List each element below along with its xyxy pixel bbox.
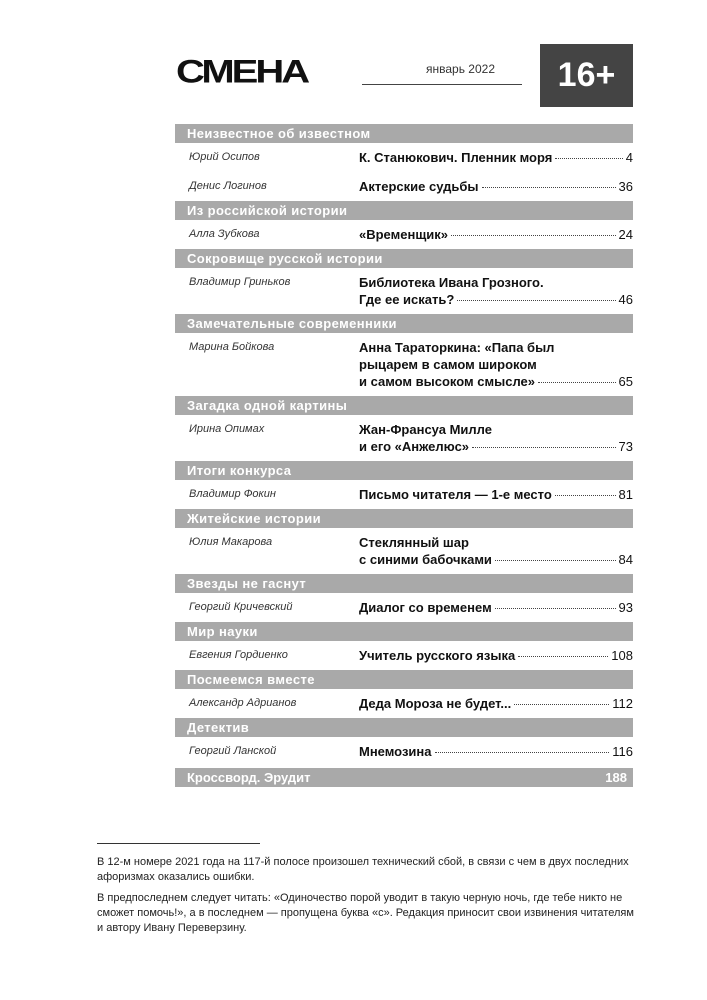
entry-title bbox=[359, 149, 633, 166]
entry-author: Владимир Гриньков bbox=[189, 276, 291, 288]
toc-entry[interactable] bbox=[175, 220, 633, 249]
entry-title-line: Анна Тараторкина: «Папа был bbox=[359, 340, 555, 355]
entry-author: Алла Зубкова bbox=[189, 228, 260, 240]
footnote-rule bbox=[97, 843, 260, 844]
entry-author: Марина Бойкова bbox=[189, 341, 275, 353]
dot-leader bbox=[472, 447, 616, 448]
entry-title-line: Учитель русского языка bbox=[359, 648, 516, 663]
entry-page-number: 65 bbox=[618, 374, 633, 389]
toc-entry[interactable] bbox=[175, 593, 633, 622]
dot-leader bbox=[495, 608, 616, 609]
dot-leader bbox=[555, 158, 622, 159]
age-rating-badge: 16+ bbox=[540, 44, 633, 107]
section-header: Итоги конкурса bbox=[175, 461, 633, 480]
final-toc-item[interactable] bbox=[175, 768, 633, 787]
issue-date: январь 2022 bbox=[426, 62, 495, 76]
entry-page-number: 108 bbox=[611, 648, 633, 663]
entry-author: Георгий Кричевский bbox=[189, 601, 293, 613]
header-rule bbox=[362, 84, 522, 85]
toc-entry[interactable] bbox=[175, 268, 633, 314]
entry-page-number: 112 bbox=[612, 696, 633, 711]
entry-title-line: и его «Анжелюс» bbox=[359, 439, 470, 454]
entry-title-line: и самом высоком смысле» bbox=[359, 374, 535, 389]
section-header: Житейские истории bbox=[175, 509, 633, 528]
footnote-paragraph: В 12-м номере 2021 года на 117-й полосе произошел технический сбой, в связи с чем в двух последних афоризмах оказались ошибки. bbox=[97, 856, 629, 883]
entry-title-line: К. Станюкович. Пленник моря bbox=[359, 150, 553, 165]
entry-author: Евгения Гордиенко bbox=[189, 649, 288, 661]
entry-author: Юрий Осипов bbox=[189, 151, 260, 163]
toc-entry[interactable] bbox=[175, 737, 633, 766]
section-header: Неизвестное об известном bbox=[175, 124, 633, 143]
entry-author: Владимир Фокин bbox=[189, 488, 276, 500]
entry-page-number: 93 bbox=[618, 600, 633, 615]
entry-title-line: Стеклянный шар bbox=[359, 535, 469, 550]
entry-author: Александр Адрианов bbox=[189, 697, 297, 709]
final-item-title: Кроссворд. Эрудит bbox=[187, 770, 311, 785]
entry-title-line: Актерские судьбы bbox=[359, 179, 479, 194]
entry-title-line: Деда Мороза не будет... bbox=[359, 696, 512, 711]
section-header: Звезды не гаснут bbox=[175, 574, 633, 593]
toc-entry[interactable] bbox=[175, 143, 633, 172]
entry-page-number: 24 bbox=[618, 227, 633, 242]
entry-page-number: 46 bbox=[618, 292, 633, 307]
final-item-page: 188 bbox=[605, 770, 627, 785]
entry-page-number: 84 bbox=[618, 552, 633, 567]
entry-title bbox=[359, 274, 633, 308]
entry-title bbox=[359, 695, 633, 712]
dot-leader bbox=[457, 300, 615, 301]
toc-entry[interactable] bbox=[175, 480, 633, 509]
section-header: Загадка одной картины bbox=[175, 396, 633, 415]
entry-title-line: Мнемозина bbox=[359, 744, 432, 759]
entry-title bbox=[359, 226, 633, 243]
dot-leader bbox=[555, 495, 616, 496]
magazine-logo: СМЕНА bbox=[176, 54, 308, 90]
entry-author: Денис Логинов bbox=[189, 180, 267, 192]
section-header: Мир науки bbox=[175, 622, 633, 641]
entry-page-number: 73 bbox=[618, 439, 633, 454]
section-header: Замечательные современники bbox=[175, 314, 633, 333]
entry-title-line: Жан-Франсуа Милле bbox=[359, 422, 492, 437]
section-header: Сокровище русской истории bbox=[175, 249, 633, 268]
entry-title-line: «Временщик» bbox=[359, 227, 449, 242]
entry-title bbox=[359, 743, 633, 760]
entry-title bbox=[359, 647, 633, 664]
toc-entry[interactable] bbox=[175, 689, 633, 718]
dot-leader bbox=[518, 656, 608, 657]
dot-leader bbox=[451, 235, 616, 236]
entry-title-line: рыцарем в самом широком bbox=[359, 357, 537, 372]
dot-leader bbox=[482, 187, 616, 188]
section-header: Детектив bbox=[175, 718, 633, 737]
entry-title bbox=[359, 599, 633, 616]
toc-entry[interactable] bbox=[175, 333, 633, 396]
footnote-paragraph: В предпоследнем следует читать: «Одиночество порой уводит в такую черную ночь, где тебе никто не сможет помочь!», а в последнем — пропущена буква «с». Редакция приносит свои извинения читателям и автору Ивану Переверзину. bbox=[97, 892, 634, 934]
entry-page-number: 81 bbox=[618, 487, 633, 502]
footnote bbox=[97, 855, 637, 942]
entry-title-line: с синими бабочками bbox=[359, 552, 492, 567]
entry-title bbox=[359, 339, 633, 390]
toc-entry[interactable] bbox=[175, 641, 633, 670]
toc-entry[interactable] bbox=[175, 415, 633, 461]
dot-leader bbox=[435, 752, 610, 753]
entry-author: Ирина Опимах bbox=[189, 423, 265, 435]
entry-author: Юлия Макарова bbox=[189, 536, 273, 548]
entry-title bbox=[359, 534, 633, 568]
toc-entry[interactable] bbox=[175, 528, 633, 574]
entry-title-line: Диалог со временем bbox=[359, 600, 492, 615]
entry-page-number: 4 bbox=[625, 150, 633, 165]
entry-page-number: 36 bbox=[618, 179, 633, 194]
entry-author: Георгий Ланской bbox=[189, 745, 277, 757]
entry-title-line: Где ее искать? bbox=[359, 292, 455, 307]
entry-page-number: 116 bbox=[612, 744, 633, 759]
table-of-contents bbox=[175, 124, 633, 787]
dot-leader bbox=[514, 704, 609, 705]
entry-title bbox=[359, 421, 633, 455]
section-header: Посмеемся вместе bbox=[175, 670, 633, 689]
section-header: Из российской истории bbox=[175, 201, 633, 220]
toc-entry[interactable] bbox=[175, 172, 633, 201]
entry-title bbox=[359, 486, 633, 503]
entry-title-line: Письмо читателя — 1-е место bbox=[359, 487, 552, 502]
entry-title bbox=[359, 178, 633, 195]
entry-title-line: Библиотека Ивана Грозного. bbox=[359, 275, 544, 290]
dot-leader bbox=[495, 560, 616, 561]
dot-leader bbox=[538, 382, 616, 383]
